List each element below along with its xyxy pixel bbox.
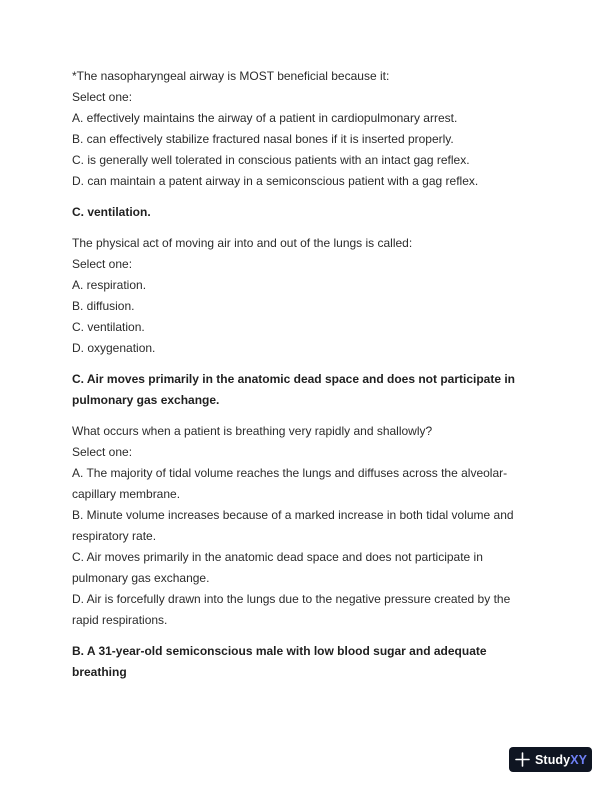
question-text: *The nasopharyngeal airway is MOST beneficial because it: (72, 69, 390, 83)
option-d-continued: rapid respirations. (72, 613, 168, 627)
answer-block-3 (72, 641, 542, 683)
option-c-continued: pulmonary gas exchange. (72, 571, 210, 585)
question-block-3 (72, 421, 542, 631)
answer-text-continued: pulmonary gas exchange. (72, 393, 220, 407)
answer-text: C. Air moves primarily in the anatomic dead space and does not participate in (72, 372, 516, 386)
option-b: B. Minute volume increases because of a marked increase in both tidal volume and (72, 508, 514, 522)
question-text: What occurs when a patient is breathing very rapidly and shallowly? (72, 424, 433, 438)
answer-block-2 (72, 369, 542, 411)
option-a: A. effectively maintains the airway of a patient in cardiopulmonary arrest. (72, 111, 458, 125)
option-c: C. ventilation. (72, 320, 145, 334)
select-one-prompt: Select one: (72, 445, 133, 459)
brand-name-main: Study (535, 752, 571, 767)
document-page (72, 66, 542, 683)
option-c: C. is generally well tolerated in conscious patients with an intact gag reflex. (72, 153, 470, 167)
select-one-prompt: Select one: (72, 90, 133, 104)
select-one-prompt: Select one: (72, 257, 133, 271)
option-b-continued: respiratory rate. (72, 529, 157, 543)
answer-text-continued: breathing (72, 665, 127, 679)
option-d: D. oxygenation. (72, 341, 156, 355)
plus-icon (515, 752, 530, 767)
answer-block-1 (72, 202, 542, 223)
studyxy-logo[interactable] (509, 747, 592, 772)
option-d: D. Air is forcefully drawn into the lungs due to the negative pressure created by the (72, 592, 511, 606)
option-c: C. Air moves primarily in the anatomic dead space and does not participate in (72, 550, 483, 564)
answer-text: B. A 31-year-old semiconscious male with low blood sugar and adequate (72, 644, 487, 658)
answer-text: C. ventilation. (72, 205, 151, 219)
question-block-1 (72, 66, 542, 192)
question-text: The physical act of moving air into and out of the lungs is called: (72, 236, 413, 250)
option-b: B. diffusion. (72, 299, 135, 313)
option-a: A. respiration. (72, 278, 147, 292)
option-a-continued: capillary membrane. (72, 487, 181, 501)
brand-name-accent: XY (570, 752, 588, 767)
option-a: A. The majority of tidal volume reaches the lungs and diffuses across the alveolar- (72, 466, 508, 480)
option-d: D. can maintain a patent airway in a semiconscious patient with a gag reflex. (72, 174, 479, 188)
option-b: B. can effectively stabilize fractured nasal bones if it is inserted properly. (72, 132, 454, 146)
brand-name (535, 753, 587, 767)
question-block-2 (72, 233, 542, 359)
